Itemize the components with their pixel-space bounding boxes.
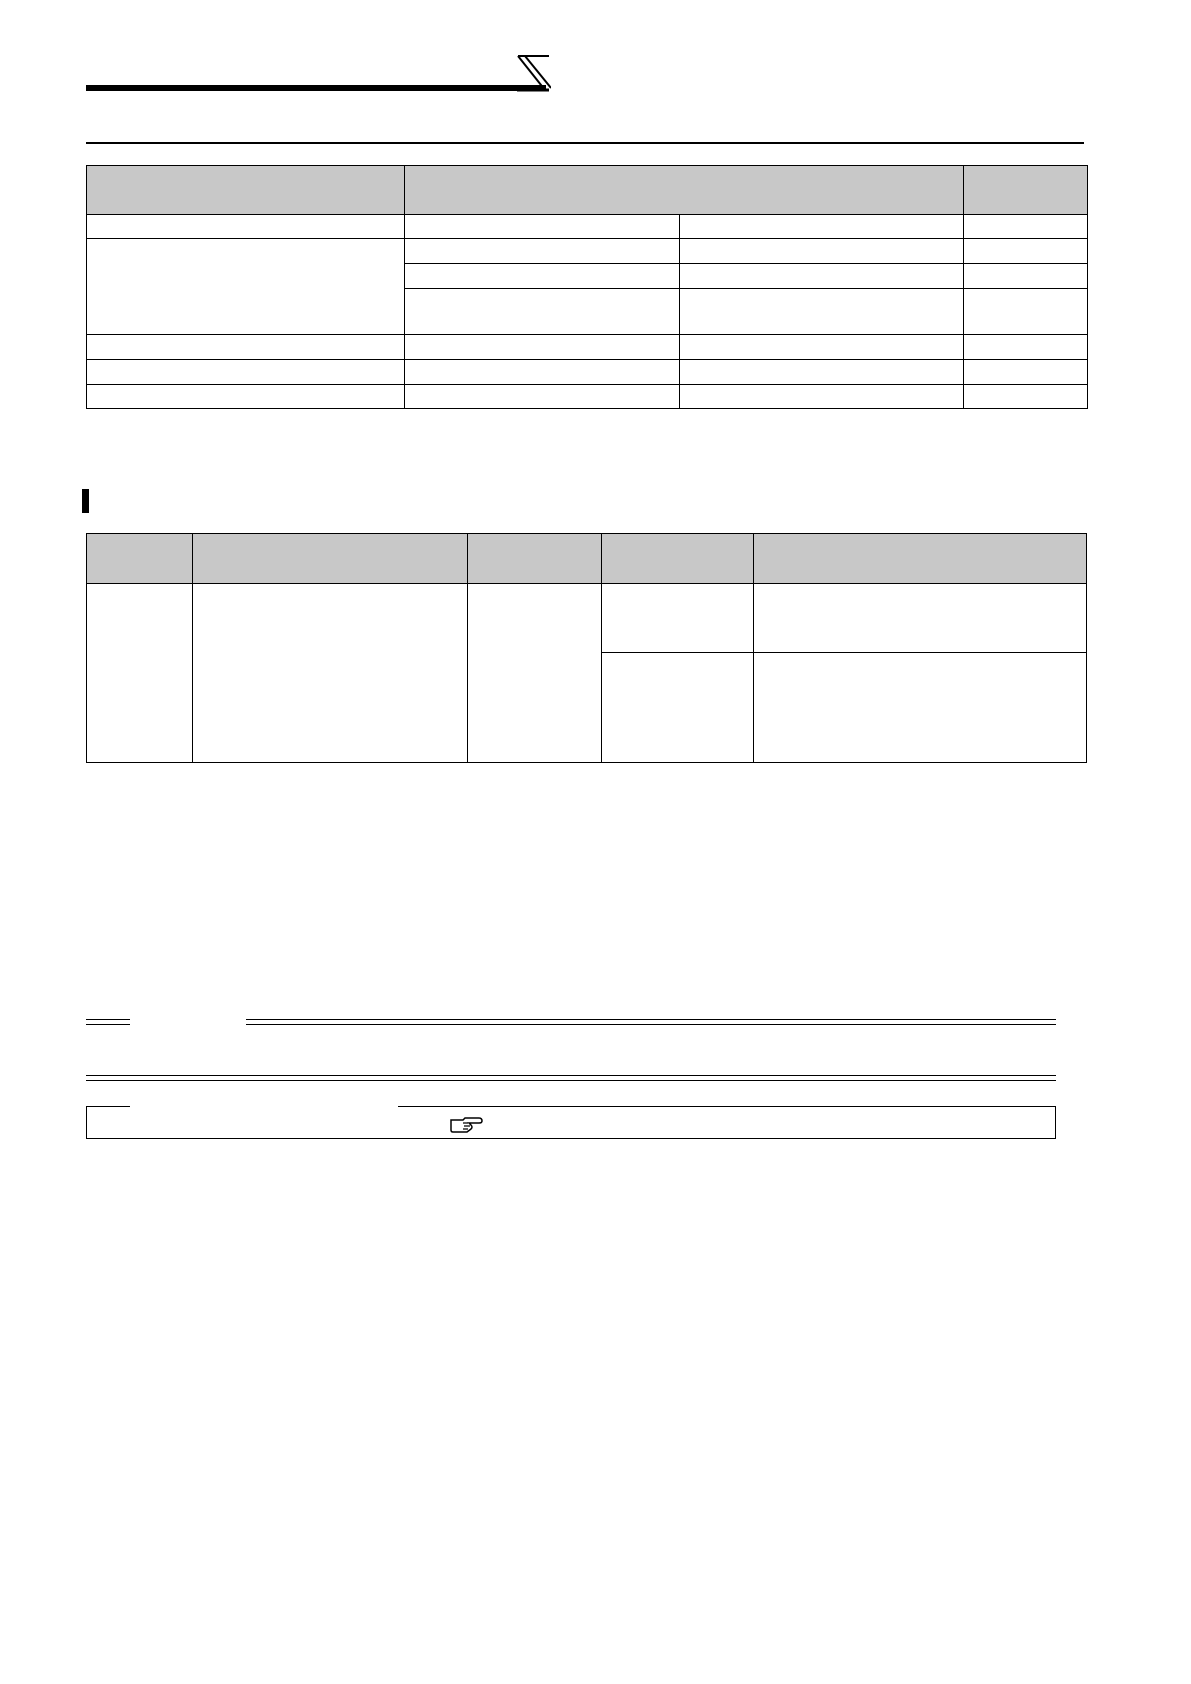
table-cell bbox=[964, 335, 1088, 360]
table-cell bbox=[964, 215, 1088, 239]
table-cell bbox=[754, 653, 1087, 763]
table-cell bbox=[680, 385, 964, 409]
table-cell bbox=[405, 264, 680, 289]
table-cell bbox=[405, 289, 680, 335]
table-cell bbox=[754, 584, 1087, 653]
note-divider bbox=[246, 1024, 1056, 1025]
parameter-table bbox=[86, 533, 1087, 763]
table-row bbox=[87, 215, 1088, 239]
table-cell bbox=[405, 239, 680, 264]
table-cell bbox=[680, 239, 964, 264]
table-cell bbox=[405, 385, 680, 409]
z-emblem-icon bbox=[515, 54, 551, 94]
table-header-row bbox=[87, 166, 1088, 215]
header-rule bbox=[86, 142, 1084, 144]
table-header-cell bbox=[468, 534, 602, 584]
table-cell bbox=[468, 584, 602, 763]
table-cell bbox=[405, 360, 680, 385]
table-row bbox=[87, 335, 1088, 360]
table-row bbox=[87, 239, 1088, 264]
note-divider bbox=[86, 1019, 130, 1020]
reference-box-title-gap bbox=[130, 1105, 398, 1108]
table-cell bbox=[964, 264, 1088, 289]
table-header-cell bbox=[964, 166, 1088, 215]
reference-box bbox=[86, 1106, 1056, 1139]
table-cell bbox=[964, 289, 1088, 335]
table-cell bbox=[964, 385, 1088, 409]
top-table bbox=[86, 165, 1088, 409]
table-header-cell bbox=[405, 166, 964, 215]
table-cell bbox=[87, 215, 405, 239]
table-header-cell bbox=[754, 534, 1087, 584]
note-divider bbox=[86, 1024, 130, 1025]
pointing-hand-icon bbox=[449, 1116, 483, 1134]
table-cell bbox=[193, 584, 468, 763]
table-cell bbox=[87, 385, 405, 409]
table-cell bbox=[87, 584, 193, 763]
table-cell bbox=[964, 239, 1088, 264]
note-divider bbox=[246, 1019, 1056, 1020]
table-cell bbox=[680, 264, 964, 289]
table-cell bbox=[602, 653, 754, 763]
table-header-cell bbox=[87, 166, 405, 215]
table-cell bbox=[680, 215, 964, 239]
table-cell bbox=[964, 360, 1088, 385]
table-cell bbox=[87, 360, 405, 385]
table-cell bbox=[405, 335, 680, 360]
table-row bbox=[87, 385, 1088, 409]
table-row bbox=[87, 360, 1088, 385]
table-header-row bbox=[87, 534, 1087, 584]
table-cell bbox=[680, 289, 964, 335]
table-header-cell bbox=[193, 534, 468, 584]
table-header-cell bbox=[602, 534, 754, 584]
table-cell bbox=[87, 239, 405, 335]
table-cell bbox=[602, 584, 754, 653]
table-header-cell bbox=[87, 534, 193, 584]
table-cell bbox=[87, 335, 405, 360]
table-cell bbox=[405, 215, 680, 239]
table-cell bbox=[680, 360, 964, 385]
section-divider bbox=[86, 1075, 1056, 1076]
table-row bbox=[87, 584, 1087, 653]
section-marker bbox=[82, 489, 89, 513]
section-divider bbox=[86, 1080, 1056, 1081]
table-cell bbox=[680, 335, 964, 360]
header-bar bbox=[86, 85, 546, 91]
